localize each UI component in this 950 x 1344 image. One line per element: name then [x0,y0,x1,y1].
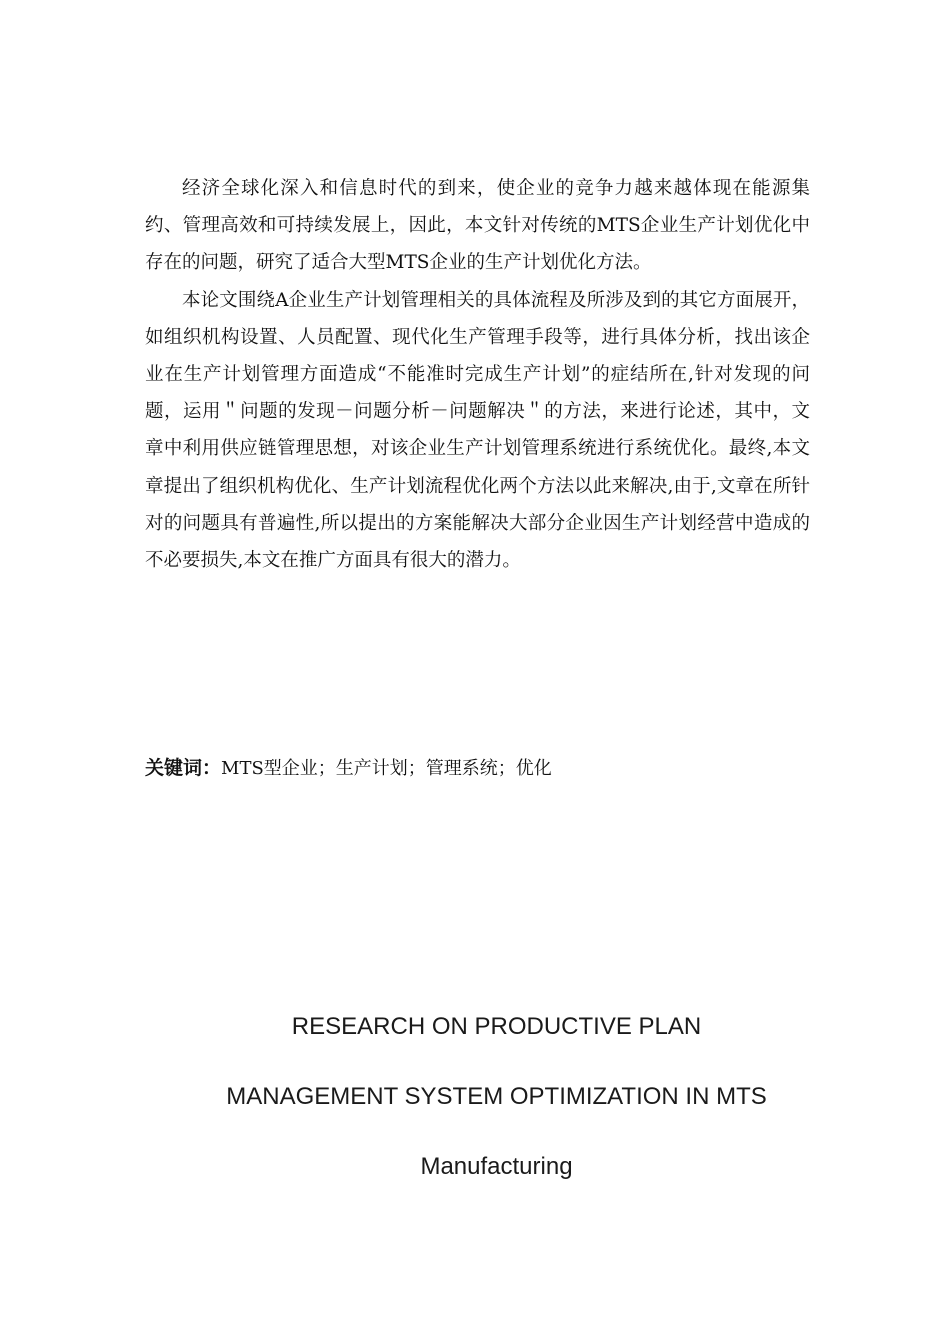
english-title-line-3: Manufacturing [420,1153,573,1180]
english-title-line-2: MANAGEMENT SYSTEM OPTIMIZATION IN MTS [226,1083,767,1110]
abstract-paragraph-1: 经济全球化深入和信息时代的到来，使企业的竞争力越来越体现在能源集约、管理高效和可持续发展上，因此，本文针对传统的MTS企业生产计划优化中存在的问题，研究了适合大型MTS企业的生产计划优化方法。 [145,178,810,274]
chinese-abstract [145,170,810,579]
english-title [100,1006,893,1216]
abstract-paragraph-2: 本论文围绕A企业生产计划管理相关的具体流程及所涉及到的其它方面展开，如组织机构设置、人员配置、现代化生产管理手段等，进行具体分析，找出该企业在生产计划管理方面造成“不能准时完成生产计划”的症结所在,针对发现的问题，运用＂问题的发现－问题分析－问题解决＂的方法，来进行论述，其中，文章中利用供应链管理思想，对该企业生产计划管理系统进行系统优化。最终,本文章提出了组织机构优化、生产计划流程优化两个方法以此来解决,由于,文章在所针对的问题具有普遍性,所以提出的方案能解决大部分企业因生产计划经营中造成的不必要损失,本文在推广方面具有很大的潜力。 [145,289,810,572]
keywords-line [145,752,810,785]
english-title-line-1: RESEARCH ON PRODUCTIVE PLAN [291,1013,702,1040]
keywords-label: 关键词： [145,757,222,779]
keywords-text: MTS型企业；生产计划；管理系统；优化 [221,758,552,779]
